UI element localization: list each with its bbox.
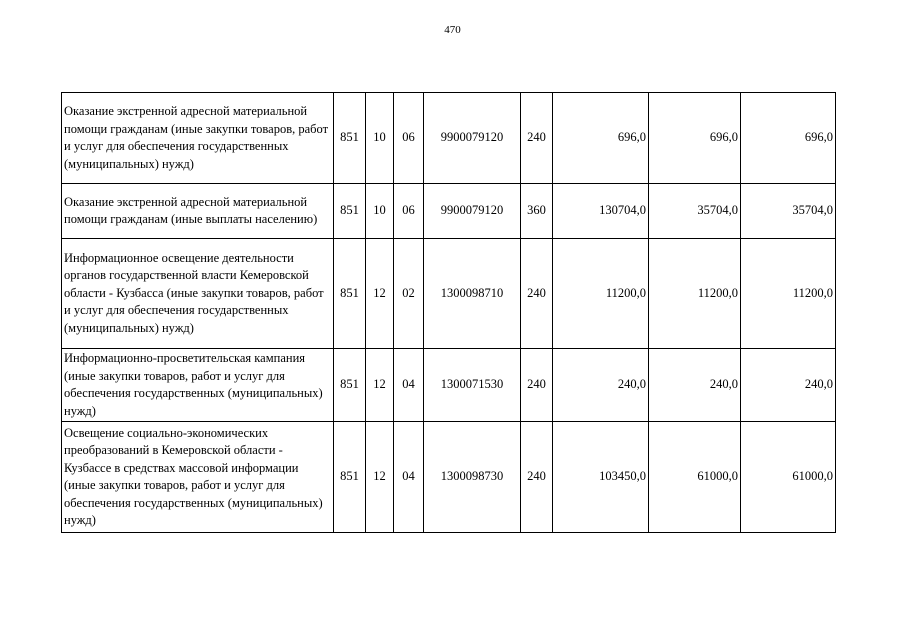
row-description: Освещение социально-экономических преобразований в Кемеровской области - Кузбассе в средствах массовой информации (иные закупки товаров, работ и услуг для обеспечения государственных (муниципальных) нужд) [62,422,334,533]
expense-type-code: 240 [521,349,553,422]
subsection-code: 04 [394,349,424,422]
expense-type-code: 240 [521,93,553,184]
target-article-code: 1300098730 [424,422,521,533]
ministry-code: 851 [334,239,366,349]
ministry-code: 851 [334,422,366,533]
target-article-code: 1300098710 [424,239,521,349]
section-code: 10 [366,184,394,239]
table-row [62,239,836,349]
subsection-code: 04 [394,422,424,533]
subsection-code: 06 [394,184,424,239]
expense-type-code: 360 [521,184,553,239]
table-row [62,184,836,239]
amount-year-1: 103450,0 [553,422,649,533]
expense-type-code: 240 [521,239,553,349]
row-description: Оказание экстренной адресной материальной помощи гражданам (иные закупки товаров, работ и услуг для обеспечения государственных (муниципальных) нужд) [62,93,334,184]
amount-year-3: 61000,0 [741,422,836,533]
target-article-code: 9900079120 [424,93,521,184]
page-number: 470 [444,24,461,36]
amount-year-3: 35704,0 [741,184,836,239]
ministry-code: 851 [334,93,366,184]
section-code: 12 [366,239,394,349]
table-row [62,349,836,422]
amount-year-1: 130704,0 [553,184,649,239]
amount-year-3: 11200,0 [741,239,836,349]
amount-year-2: 35704,0 [649,184,741,239]
target-article-code: 9900079120 [424,184,521,239]
table-row [62,422,836,533]
amount-year-2: 696,0 [649,93,741,184]
section-code: 10 [366,93,394,184]
row-description: Информационное освещение деятельности органов государственной власти Кемеровской области - Кузбасса (иные закупки товаров, работ и услуг для обеспечения государственных (муниципальных) нужд) [62,239,334,349]
expense-type-code: 240 [521,422,553,533]
amount-year-1: 240,0 [553,349,649,422]
amount-year-2: 61000,0 [649,422,741,533]
row-description: Оказание экстренной адресной материальной помощи гражданам (иные выплаты населению) [62,184,334,239]
subsection-code: 06 [394,93,424,184]
subsection-code: 02 [394,239,424,349]
amount-year-1: 11200,0 [553,239,649,349]
amount-year-1: 696,0 [553,93,649,184]
amount-year-2: 11200,0 [649,239,741,349]
ministry-code: 851 [334,349,366,422]
row-description: Информационно-просветительская кампания (иные закупки товаров, работ и услуг для обеспечения государственных (муниципальных) нужд) [62,349,334,422]
budget-table [61,92,836,533]
amount-year-2: 240,0 [649,349,741,422]
ministry-code: 851 [334,184,366,239]
target-article-code: 1300071530 [424,349,521,422]
amount-year-3: 240,0 [741,349,836,422]
section-code: 12 [366,349,394,422]
section-code: 12 [366,422,394,533]
amount-year-3: 696,0 [741,93,836,184]
table-row [62,93,836,184]
